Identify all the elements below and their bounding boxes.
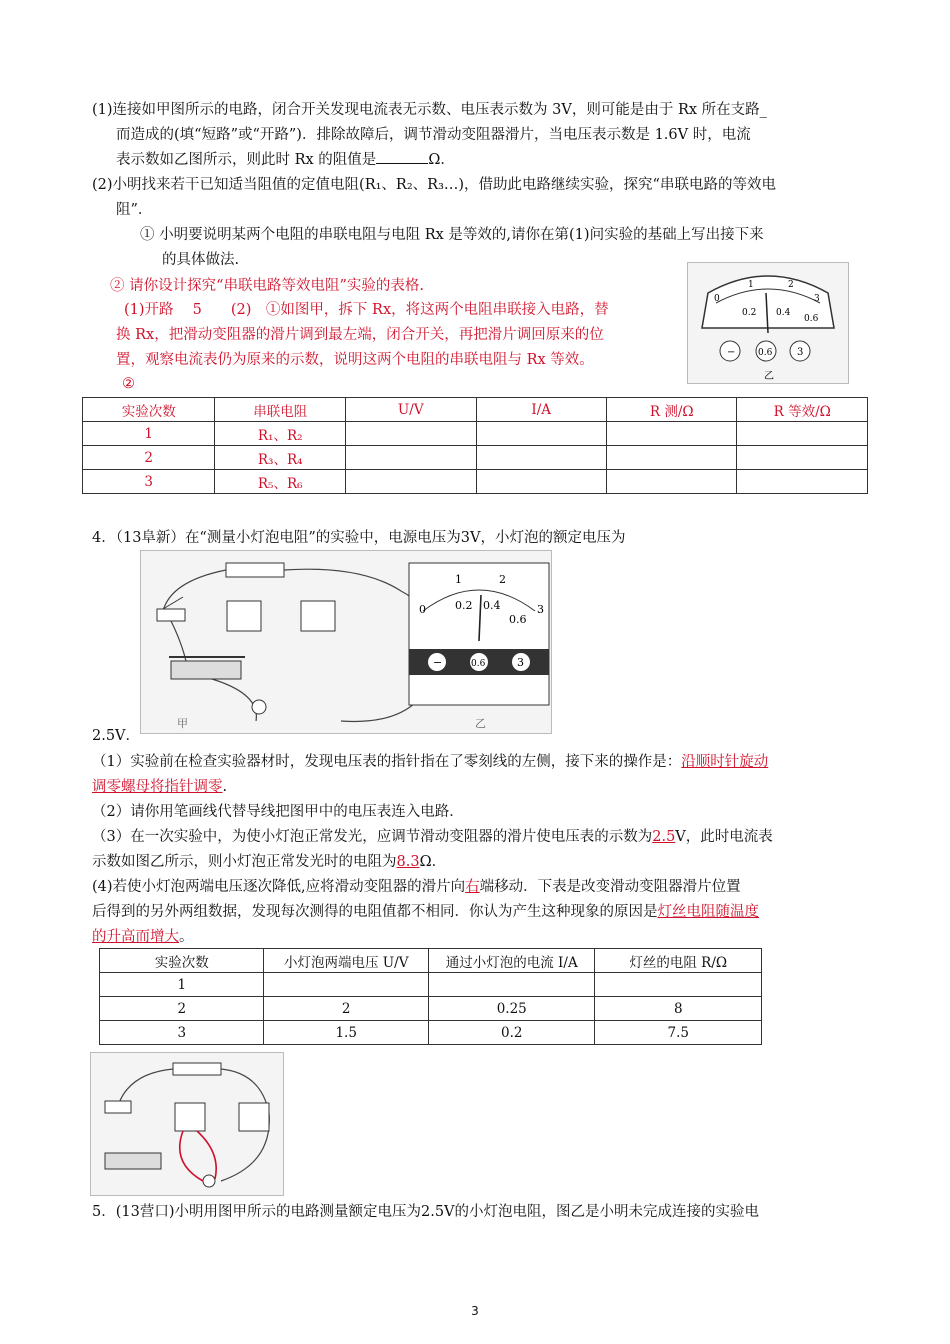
table-row bbox=[83, 446, 868, 470]
circuit-drawing bbox=[141, 551, 551, 733]
cell: 0.2 bbox=[428, 1021, 595, 1045]
figure-label: 甲 bbox=[177, 717, 188, 730]
q4-p4-line-b bbox=[92, 902, 759, 922]
cell: 1.5 bbox=[264, 1021, 429, 1045]
cell: R₅、R₆ bbox=[215, 470, 346, 494]
cell bbox=[606, 446, 736, 470]
table-row bbox=[100, 1021, 762, 1045]
cell bbox=[595, 973, 762, 997]
q4-p4-answer-1: 右 bbox=[465, 879, 480, 895]
header-cell: 实验次数 bbox=[100, 949, 264, 973]
terminal-label: − bbox=[433, 656, 443, 669]
scale-label: 0.4 bbox=[483, 599, 501, 612]
cell: 8 bbox=[595, 997, 762, 1021]
q4-p4-text-a: (4)若使小灯泡两端电压逐次降低,应将滑动变阻器的滑片向 bbox=[92, 879, 466, 895]
q4-p4-text-b: 后得到的另外两组数据，发现每次测得的电阻值都不相同．你认为产生这种现象的原因是 bbox=[92, 904, 658, 920]
cell: 7.5 bbox=[595, 1021, 762, 1045]
scale-label: 0 bbox=[419, 603, 426, 616]
q4-p3-text-a-end: V，此时电流表 bbox=[675, 829, 773, 845]
cell bbox=[737, 470, 868, 494]
answer-circuit-drawing bbox=[91, 1053, 283, 1195]
cell bbox=[428, 973, 595, 997]
q3-answer-line-b: 换 Rx，把滑动变阻器的滑片调到最左端，闭合开关，再把滑片调回原来的位 bbox=[116, 327, 604, 343]
header-cell: R 测/Ω bbox=[606, 398, 736, 422]
header-cell: U/V bbox=[345, 398, 476, 422]
table-row bbox=[100, 973, 762, 997]
cell: 2 bbox=[83, 446, 215, 470]
terminal-label: 3 bbox=[797, 347, 804, 358]
table-row bbox=[100, 997, 762, 1021]
cell bbox=[264, 973, 429, 997]
terminal-label: 3 bbox=[517, 656, 524, 669]
q3-answer-line-c: 置，观察电流表仍为原来的示数，说明这两个电阻的串联电阻与 Rx 等效。 bbox=[116, 352, 594, 368]
scale-label: 2 bbox=[788, 280, 794, 290]
cell: 3 bbox=[100, 1021, 264, 1045]
q4-p2-line: （2）请你用笔画线代替导线把图甲中的电压表连入电路． bbox=[92, 804, 464, 820]
q4-p3-answer-1: 2.5 bbox=[652, 829, 676, 845]
q4-p4-answer-3: 的升高而增大 bbox=[92, 929, 179, 945]
q3-p1-line-c-post: Ω． bbox=[428, 152, 455, 168]
q4-p1-answer-b: 调零螺母将指针调零 bbox=[92, 779, 223, 795]
cell bbox=[345, 446, 476, 470]
cell bbox=[737, 446, 868, 470]
cell bbox=[606, 470, 736, 494]
cell bbox=[737, 422, 868, 446]
cell bbox=[345, 422, 476, 446]
scale-label: 0.2 bbox=[455, 599, 473, 612]
cell: 0.25 bbox=[428, 997, 595, 1021]
q3-p2-line-d: 的具体做法. bbox=[162, 252, 240, 268]
table-header-row bbox=[100, 949, 762, 973]
q4-p3-text-a: （3）在一次实验中，为使小灯泡正常发光，应调节滑动变阻器的滑片使电压表的示数为 bbox=[92, 829, 653, 845]
ammeter-drawing bbox=[688, 263, 848, 383]
q3-p1-line-c bbox=[116, 150, 455, 170]
q4-p1-text: （1）实验前在检查实验器材时，发现电压表的指针指在了零刻线的左侧，接下来的操作是： bbox=[92, 754, 682, 770]
q4-answer-circuit-figure bbox=[90, 1052, 284, 1196]
header-cell: I/A bbox=[476, 398, 606, 422]
cell bbox=[476, 470, 606, 494]
q3-p2-line-c: ① 小明要说明某两个电阻的串联电阻与电阻 Rx 是等效的,请你在第(1)问实验的基础上写出接下来 bbox=[140, 227, 764, 243]
scale-label: 1 bbox=[748, 280, 754, 290]
q4-p1-end: . bbox=[222, 779, 228, 795]
scale-label: 2 bbox=[499, 573, 506, 586]
scale-label: 0 bbox=[714, 294, 720, 304]
q3-p1-line-a: (1)连接如甲图所示的电路，闭合开关发现电流表无示数、电压表示数为 3V，则可能是由于 Rx 所在支路_ bbox=[92, 102, 767, 118]
q3-answer-line-a: (1)开路 5 (2) ①如图甲，拆下 Rx，将这两个电阻串联接入电路，替 bbox=[124, 302, 609, 318]
q4-p1-answer-a: 沿顺时针旋动 bbox=[681, 754, 769, 770]
header-cell: 串联电阻 bbox=[215, 398, 346, 422]
q4-p1-line-b bbox=[92, 777, 227, 797]
header-cell: R 等效/Ω bbox=[737, 398, 868, 422]
q4-data-table bbox=[99, 948, 762, 1045]
q3-p2-line-e: ② 请你设计探究“串联电路等效电阻”实验的表格. bbox=[110, 278, 425, 294]
scale-label: 0.4 bbox=[776, 308, 791, 318]
cell: R₁、R₂ bbox=[215, 422, 346, 446]
q4-circuit-figure bbox=[140, 550, 552, 734]
header-cell: 通过小灯泡的电流 I/A bbox=[428, 949, 595, 973]
table-row bbox=[83, 422, 868, 446]
q3-p1-blank bbox=[376, 151, 428, 164]
scale-label: 3 bbox=[537, 603, 544, 616]
scale-label: 0.6 bbox=[509, 613, 527, 626]
cell: 2 bbox=[264, 997, 429, 1021]
q4-p4-answer-2: 灯丝电阻随温度 bbox=[657, 904, 759, 920]
cell bbox=[345, 470, 476, 494]
scale-label: 1 bbox=[455, 573, 462, 586]
q4-p3-text-b: 示数如图乙所示，则小灯泡正常发光时的电阻为 bbox=[92, 854, 397, 870]
terminal-label: 0.6 bbox=[471, 659, 486, 669]
q4-p3-text-b-end: Ω． bbox=[419, 854, 447, 870]
cell: 2 bbox=[100, 997, 264, 1021]
cell: 1 bbox=[100, 973, 264, 997]
q3-p2-line-b: 阻”． bbox=[116, 202, 153, 218]
header-cell: 小灯泡两端电压 U/V bbox=[264, 949, 429, 973]
q3-design-table bbox=[82, 397, 868, 494]
figure-label: 乙 bbox=[475, 717, 486, 730]
table-row bbox=[83, 470, 868, 494]
q5-intro: 5．(13营口)小明用图甲所示的电路测量额定电压为2.5V的小灯泡电阻，图乙是小明未完成连接的实验电 bbox=[92, 1204, 760, 1220]
q4-intro-end: 2.5V． bbox=[92, 728, 141, 744]
q4-intro: 4．（13阜新）在“测量小灯泡电阻”的实验中，电源电压为3V，小灯泡的额定电压为 bbox=[92, 530, 626, 546]
page-number: 3 bbox=[471, 1304, 479, 1318]
figure-label: 乙 bbox=[764, 371, 774, 382]
terminal-label: − bbox=[727, 347, 736, 358]
q4-p4-line-c bbox=[92, 927, 194, 947]
q3-p1-line-c-pre: 表示数如乙图所示，则此时 Rx 的阻值是 bbox=[116, 152, 377, 168]
q4-p4-end: 。 bbox=[179, 929, 194, 945]
scale-label: 3 bbox=[814, 294, 820, 304]
q4-p3-line-a bbox=[92, 827, 773, 847]
q4-p4-line-a bbox=[92, 877, 741, 897]
cell: 1 bbox=[83, 422, 215, 446]
cell bbox=[476, 422, 606, 446]
cell: R₃、R₄ bbox=[215, 446, 346, 470]
table-header-row bbox=[83, 398, 868, 422]
q4-p1-line-a bbox=[92, 752, 768, 772]
q3-p1-line-b: 而造成的(填“短路”或“开路”)．排除故障后，调节滑动变阻器滑片，当电压表示数是 1.6V 时，电流 bbox=[116, 127, 751, 143]
q3-ammeter-figure bbox=[687, 262, 849, 384]
cell bbox=[606, 422, 736, 446]
q4-p4-text-a-end: 端移动．下表是改变滑动变阻器滑片位置 bbox=[479, 879, 741, 895]
q4-p3-answer-2: 8.3 bbox=[396, 854, 420, 870]
header-cell: 实验次数 bbox=[83, 398, 215, 422]
q4-p3-line-b bbox=[92, 852, 446, 872]
terminal-label: 0.6 bbox=[758, 348, 773, 358]
q3-p2-line-a: (2)小明找来若干已知适当阻值的定值电阻(R₁、R₂、R₃…)，借助此电路继续实验，探究“串联电路的等效电 bbox=[92, 177, 776, 193]
cell bbox=[476, 446, 606, 470]
header-cell: 灯丝的电阻 R/Ω bbox=[595, 949, 762, 973]
cell: 3 bbox=[83, 470, 215, 494]
q3-answer-line-d: ② bbox=[122, 376, 135, 392]
scale-label: 0.2 bbox=[742, 308, 757, 318]
scale-label: 0.6 bbox=[804, 314, 819, 324]
